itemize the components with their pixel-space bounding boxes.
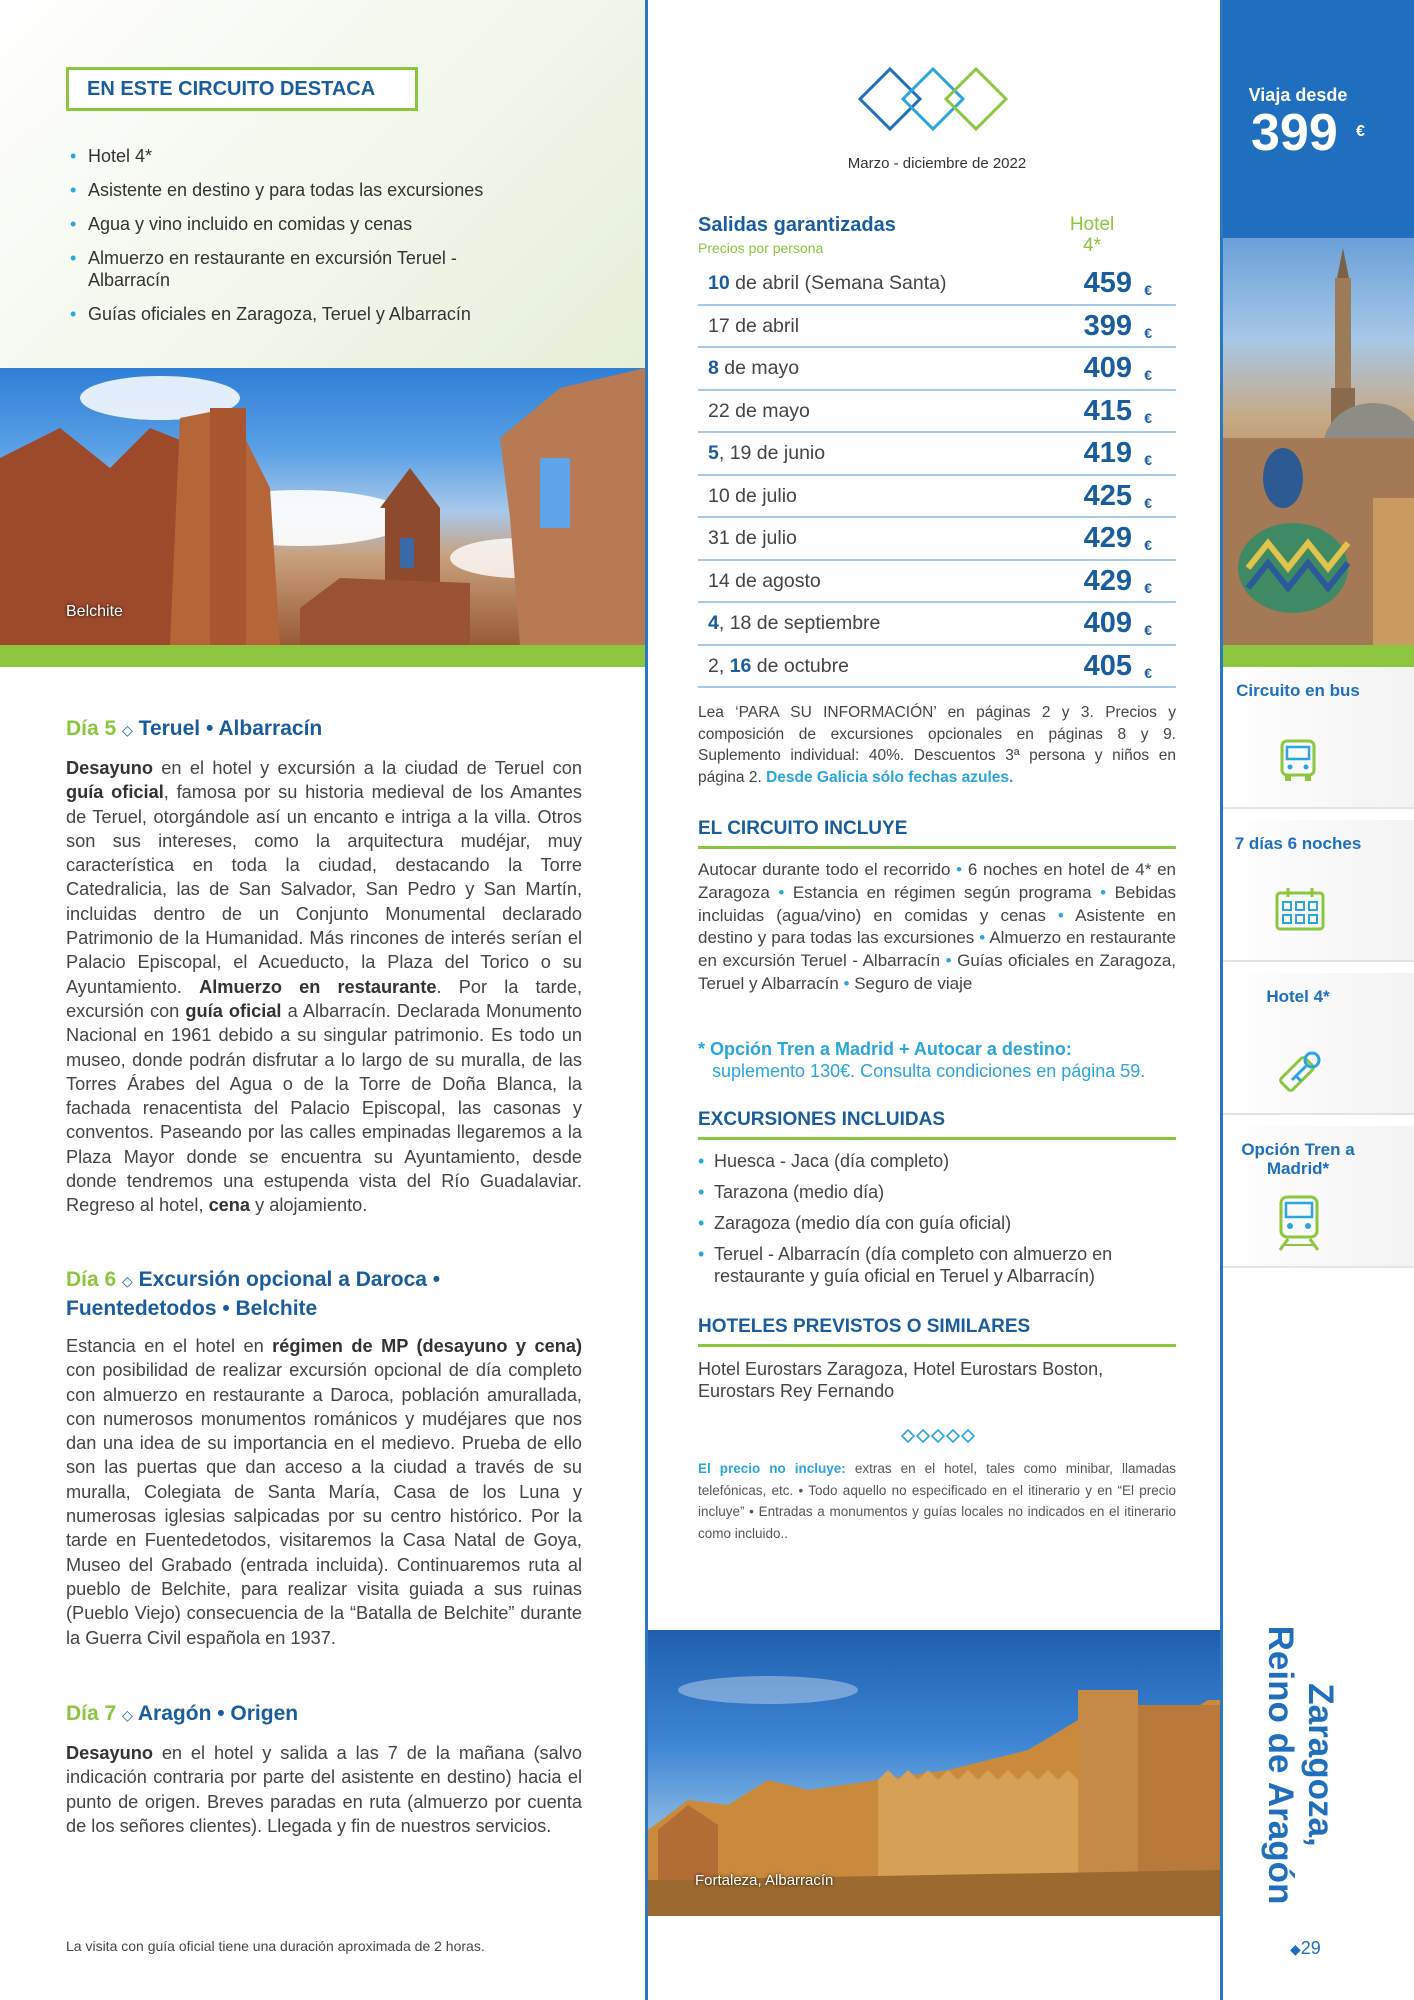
table-row [698, 518, 1176, 561]
list-item: • Tarazona (medio día) [698, 1181, 1176, 1203]
list-item: • Agua y vino incluido en comidas y cenas [66, 213, 536, 235]
included-item: Estancia en régimen según programa [792, 882, 1092, 902]
included-item: Seguro de viaje [854, 973, 973, 993]
feature-label: 7 días 6 noches [1234, 834, 1362, 853]
price-currency: € [1144, 579, 1152, 596]
feature-label: Hotel 4* [1266, 987, 1330, 1006]
highlights-title: EN ESTE CIRCUITO DESTACA [66, 67, 418, 111]
price-currency: € [1144, 282, 1152, 298]
emphasis-text: guía oficial [185, 1000, 282, 1021]
price-excludes-note: El precio no incluye: extras en el hotel, tales como minibar, llamadas telefónicas, etc. • Todo aquello no especificado en el itinerario y en “El precio incluye” • Entradas a monumentos y guías locales no indicados en el itinerario como incluido.. [698, 1461, 1177, 1541]
emphasis-text: cena [208, 1195, 251, 1216]
body-text: Estancia en el hotel en [66, 1336, 273, 1356]
hotel-column-header: Hotel 4* [1069, 214, 1115, 256]
includes-title: EL CIRCUITO INCLUYE [698, 818, 1176, 849]
table-row [698, 348, 1176, 391]
body-text: con posibilidad de realizar excursión opcional de día completo con almuerzo en restaurante a Daroca, población amurallada, con numerosos monumentos románicos y mudéjares que nos dan una idea de su importancia en el medievo. Prueba de ello son las puertas que dan acceso a la ciudad a través de su muralla, Colegiata de Santa María, Casa de los Luna y numerosas iglesias salpicadas por su centro histórico. Por la tarde en Fuentedetodos, visitaremos la Casa Natal de Goya, Museo del Grabado (entrada incluida). Continuaremos ruta al pueblo de Belchite, para realizar visita guiada a sus ruinas (Pueblo Viejo) consecuencia de la “Batalla de Belchite” durante la Guerra Civil española en 1937. [66, 1360, 582, 1648]
price-currency: € [1144, 324, 1152, 341]
departure-date: 2, 16 de octubre [708, 654, 849, 677]
departure-date: 17 de abril [708, 314, 800, 337]
price-currency: € [1144, 537, 1152, 553]
price-currency: € [1144, 367, 1152, 383]
departures-title: Salidas garantizadas [698, 214, 896, 236]
diamond-icon: ◇ [122, 1707, 133, 1723]
day-title: Teruel • Albarracín [138, 717, 323, 740]
destination-title-line-2: Reino de Aragón [1261, 1625, 1300, 1905]
table-row [698, 306, 1176, 349]
feature-label: Circuito en bus [1236, 681, 1360, 700]
destination-title-line-1: Zaragoza, [1301, 1683, 1340, 1847]
price-value: 409 [1083, 352, 1132, 384]
feature-duration [1223, 820, 1414, 962]
itinerary-column [0, 0, 645, 2000]
excursions-list [698, 1150, 1176, 1296]
list-item: • Asistente en destino y para todas las excursiones [66, 179, 536, 201]
body-text: , famosa por su historia medieval de los Amantes de Teruel, otorgándole así un encanto e intriga a la villa. Otros son sus intereses, como la arquitectura mudéjar, muy característica en toda la ciudad, destacando la Torre Catedralicia, las de San Salvador, San Pedro y San Martín, incluidas dentro de un Conjunto Monumental declarado Patrimonio de la Humanidad. Más rincones de interés serían el Palacio Episcopal, el Acueducto, la Plaza del Torico o su Ayuntamiento. [66, 782, 583, 997]
price-value: 415 [1083, 394, 1132, 427]
bus-icon [1274, 737, 1322, 785]
includes-text [698, 859, 1176, 996]
bullet-separator: • [1091, 882, 1115, 902]
day-5-heading [66, 715, 322, 744]
page-number: ◆29 [1290, 1938, 1321, 1958]
included-item: Almuerzo en restaurante en excursión Teruel - Albarracín [698, 928, 1176, 971]
belchite-photo [0, 368, 645, 645]
day-6-description [66, 1334, 582, 1650]
list-item: • Teruel - Albarracín (día completo con almuerzo en restaurante y guía oficial en Teruel y Albarracín) [698, 1243, 1176, 1287]
departure-date: 22 de mayo [708, 399, 810, 422]
body-text: a Albarracín. Declarada Monumento Nacional en 1961 debido a su singular patrimonio. Es todo un museo, donde podrán disfrutar a lo largo de su muralla, de las Torres Árabes del Agua o de la Torre de Doña Blanca, la fachada renacentista del Palacio Episcopal, las casonas y conventos. Paseando por las calles empinadas llegaremos a la Plaza Mayor donde se encuentra su Ayuntamiento, desde donde tendremos una estupenda vista del Río Guadalaviar. Regreso al hotel, [66, 1000, 582, 1216]
hotel-key-icon [1274, 1048, 1326, 1100]
departure-date: 5, 19 de junio [708, 442, 826, 464]
price-value: 399 [1083, 309, 1132, 342]
from-price-label: Viaja desde [1248, 85, 1348, 105]
price-currency: € [1144, 409, 1152, 426]
price-value: 409 [1083, 607, 1132, 639]
table-row [698, 603, 1176, 646]
price-value: 425 [1083, 479, 1132, 512]
price-value: 459 [1083, 267, 1132, 299]
body-text: en el hotel y excursión a la ciudad de Teruel con [152, 758, 582, 778]
price-value: 429 [1083, 564, 1132, 597]
day-number: Día 5 [66, 717, 117, 740]
table-row [698, 476, 1176, 519]
price-value: 429 [1083, 522, 1132, 554]
list-item: • Zaragoza (medio día con guía oficial) [698, 1212, 1176, 1234]
day-title-continued: Fuentedetodos • Belchite [66, 1297, 318, 1320]
day-title: Excursión opcional a Daroca • [138, 1268, 441, 1291]
bullet-separator: • [974, 928, 990, 948]
highlights-panel [0, 0, 645, 368]
highlights-list [66, 145, 536, 337]
departure-date: 31 de julio [708, 527, 797, 549]
included-item: 6 noches en hotel de 4* en Zaragoza [698, 860, 1176, 902]
list-item: • Guías oficiales en Zaragoza, Teruel y Albarracín [66, 303, 536, 325]
day-6-heading [66, 1266, 440, 1323]
price-value: 419 [1083, 437, 1132, 469]
emphasis-text: guía oficial [66, 782, 164, 803]
footnote: La visita con guía oficial tiene una duración aproximada de 2 horas. [66, 1938, 485, 1954]
included-item: Asistente en destino y para todas las excursiones [698, 905, 1177, 948]
table-row [698, 391, 1176, 434]
day-title: Aragón • Origen [137, 1702, 299, 1725]
departure-date: 14 de agosto [708, 569, 821, 592]
departure-date: 4, 18 de septiembre [708, 612, 881, 634]
train-option-note: * Opción Tren a Madrid + Autocar a destino: suplemento 130€. Consulta condiciones en página 59. [698, 1039, 1146, 1081]
excursions-title: EXCURSIONES INCLUIDAS [698, 1109, 1176, 1140]
diamond-divider-icon [901, 1428, 975, 1444]
departures-subtitle: Precios por persona [698, 240, 824, 256]
bullet-separator: • [950, 860, 968, 879]
bullet-separator: • [940, 951, 958, 971]
emphasis-text: régimen de MP (desayuno y cena) [272, 1336, 583, 1356]
table-row [698, 561, 1176, 604]
list-item: • Almuerzo en restaurante en excursión Teruel - Albarracín [66, 247, 536, 291]
day-5-description [66, 756, 582, 1218]
price-currency: € [1144, 494, 1152, 511]
departure-date: 10 de julio [708, 484, 797, 507]
emphasis-text: Desayuno [66, 1743, 153, 1763]
feature-train-option [1223, 1126, 1414, 1268]
table-row [698, 263, 1176, 306]
feature-label: Opción Tren a Madrid* [1241, 1140, 1355, 1178]
bullet-separator: • [838, 973, 855, 993]
bullet-separator: • [769, 882, 793, 902]
day-7-description [66, 1741, 582, 1838]
departure-date: 10 de abril (Semana Santa) [708, 272, 947, 294]
feature-hotel [1223, 973, 1414, 1115]
feature-bus [1223, 667, 1414, 809]
table-row [698, 646, 1176, 689]
price-value: 405 [1083, 649, 1132, 682]
included-item: Autocar durante todo el recorrido [698, 860, 951, 879]
diamond-icon: ◇ [122, 1273, 133, 1289]
season-dates: Marzo - diciembre de 2022 [847, 155, 1027, 172]
emphasis-text: Almuerzo en restaurante [199, 976, 437, 997]
day-7-heading [66, 1700, 298, 1729]
bullet-separator: • [1045, 905, 1076, 925]
train-icon [1274, 1194, 1324, 1252]
prices-column [645, 0, 1223, 2000]
price-table [698, 263, 1176, 688]
accent-bar [1223, 645, 1414, 667]
price-currency: € [1144, 452, 1152, 468]
from-price-value: 399 [1251, 104, 1338, 162]
from-price-box [1223, 0, 1414, 238]
from-price-currency: € [1356, 123, 1365, 140]
info-paragraph: Lea ‘PARA SU INFORMACIÓN’ en páginas 2 y 3. Precios y composición de excursiones opcionales en páginas 8 y 9. Suplemento individual: 40%. Descuentos 3ª persona y niños en página 2. Desde Galicia sólo fechas azules. [698, 704, 1176, 786]
list-item: • Hotel 4* [66, 145, 536, 167]
photo-caption: Fortaleza, Albarracín [695, 1872, 834, 1889]
diamond-icon: ◆ [1290, 1941, 1301, 1957]
day-number: Día 6 [66, 1268, 117, 1291]
day-number: Día 7 [66, 1702, 117, 1725]
diamond-icon: ◇ [122, 722, 133, 738]
photo-caption: Belchite [66, 603, 123, 620]
destination-title [1225, 1610, 1375, 1920]
zaragoza-basilica-photo [1223, 238, 1414, 645]
hotels-title: HOTELES PREVISTOS O SIMILARES [698, 1316, 1176, 1347]
emphasis-text: Desayuno [66, 758, 153, 778]
body-text: en el hotel y salida a las 7 de la mañana (salvo indicación contraria por parte del asistente en destino) hacia el punto de origen. Breves paradas en ruta (almuerzo por cuenta de los señores clientes). Llegada y fin de nuestros servicios. [66, 1743, 582, 1836]
price-currency: € [1144, 664, 1152, 681]
price-currency: € [1144, 622, 1152, 638]
table-row [698, 433, 1176, 476]
departure-date: 8 de mayo [708, 357, 800, 379]
included-item: Bebidas incluidas (agua/vino) en comidas y cenas [698, 882, 1177, 925]
list-item: • Huesca - Jaca (día completo) [698, 1150, 1176, 1172]
calendar-icon [1274, 885, 1326, 933]
hotels-text: Hotel Eurostars Zaragoza, Hotel Eurostars Boston, Eurostars Rey Fernando [698, 1359, 1104, 1401]
brand-diamonds-logo [858, 66, 1008, 136]
included-item: Guías oficiales en Zaragoza, Teruel y Albarracín [698, 951, 1176, 993]
accent-bar [0, 645, 645, 667]
body-text: y alojamiento. [250, 1195, 368, 1216]
body-text: . Por la tarde, excursión con [66, 976, 582, 1021]
albarracin-photo [648, 1630, 1220, 1916]
